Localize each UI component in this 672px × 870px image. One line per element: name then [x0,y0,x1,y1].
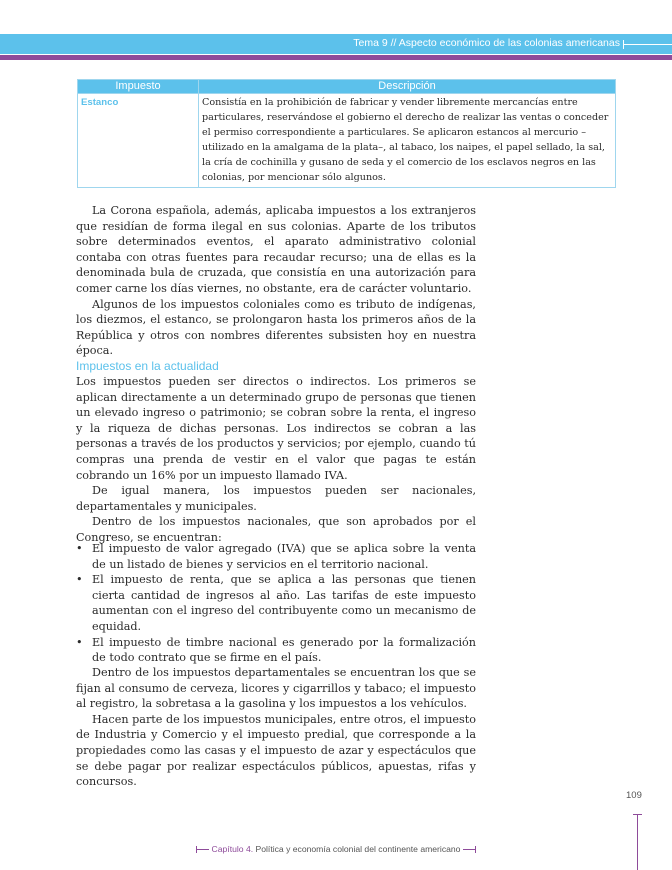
tax-description-cell: Consistía en la prohibición de fabricar y vender libremente mercancías entre particulares, reservándose el gobierno el derecho de realizar las ventas o conceder el permiso correspondiente a particulares. Se aplicaron estancos al mercurio –utilizado en la amalgama de la plata–, al tabaco, los naipes, el papel sellado, la sal, la cría de cochinilla y gusano de seda y el comercio de los esclavos negros en las colonias, por mencionar sólo algunos. [199,94,616,188]
side-rule [637,814,638,870]
paragraph: Dentro de los impuestos nacionales, que son aprobados por el Congreso, se encuentran: [76,515,476,544]
paragraph: Algunos de los impuestos coloniales como es tributo de indígenas, los diezmos, el estanco, se prolongaron hasta los primeros años de la República y otros con nombres diferentes subsisten hoy en nuestra época. [76,297,476,358]
list-item [76,635,476,666]
section-heading: Impuestos en la actualidad [76,359,219,373]
header-title: Tema 9 // Aspecto económico de las colonias americanas [353,37,620,49]
paragraph: Dentro de los impuestos departamentales se encuentran los que se fijan al consumo de cerveza, licores y cigarrillos y tabaco; el impuesto al registro, la sobretasa a la gasolina y los impuestos a los vehículos. [76,666,476,711]
footer-chapter: Capítulo 4. [211,844,254,854]
footer-title: Política y economía colonial del continente americano [255,844,461,854]
table-header-row [78,80,616,94]
header-stripe [0,55,672,60]
list-item-text: El impuesto de timbre nacional es generado por la formalización de todo contrato que se firme en el país. [92,635,476,665]
section-text [76,374,476,546]
paragraph: Hacen parte de los impuestos municipales, entre otros, el impuesto de Industria y Comercio y el impuesto predial, que corresponde a la propiedades como las casas y el impuesto de azar y espectáculos que se debe pagar por realizar espectáculos públicos, apuestas, rifas y concursos. [76,712,476,789]
list-item-text: El impuesto de valor agregado (IVA) que se aplica sobre la venta de un listado de bienes y servicios en el territorio nacional. [92,542,476,571]
bullet-icon: • [76,542,83,555]
footer-dash-left [197,849,209,850]
footer-bar-right [475,846,476,853]
list-item [76,572,476,634]
paragraph: Los impuestos pueden ser directos o indirectos. Los primeros se aplican directamente a un determinado grupo de personas que tienen un elevado ingreso o patrimonio; se cobran sobre la renta, el ingreso y la riqueza de dichas personas. Los indirectos se cobran a las personas a través de los productos y servicios; por ejemplo, cuando tú compras una prenda de vestir en el valor que pagas te están cobrando un 16% por un impuesto llamado IVA. [76,375,476,482]
tax-name-cell: Estanco [78,94,199,188]
bullet-icon: • [76,573,83,587]
paragraph: De igual manera, los impuestos pueden ser nacionales, departamentales y municipales. [76,484,476,513]
list-item-text: El impuesto de renta, que se aplica a las personas que tienen cierta cantidad de ingresos al año. Las tarifas de este impuesto aumentan con el ingreso del contribuyente como un mecanismo de equidad. [92,573,476,633]
bullet-icon: • [76,635,83,649]
closing-text [76,665,476,790]
column-header-impuesto: Impuesto [78,80,199,94]
intro-text [76,203,476,359]
table-row [78,94,616,188]
footer [0,844,672,854]
header-tick [624,44,672,45]
footer-dash-right [463,849,475,850]
national-taxes-list [76,541,476,666]
tax-table [77,79,616,188]
list-item [76,541,476,572]
page-number: 109 [626,790,642,801]
column-header-descripcion: Descripción [199,80,616,94]
paragraph: La Corona española, además, aplicaba impuestos a los extranjeros que residían de forma ilegal en sus colonias. Aparte de los tributos sobre determinados eventos, el aparato administrativo colonial contaba con otras fuentes para recaudar recurso; una de ellas es la denominada bula de cruzada, que consistía en una autorización para comer carne los días viernes, no obstante, era de carácter voluntario. [76,204,476,295]
